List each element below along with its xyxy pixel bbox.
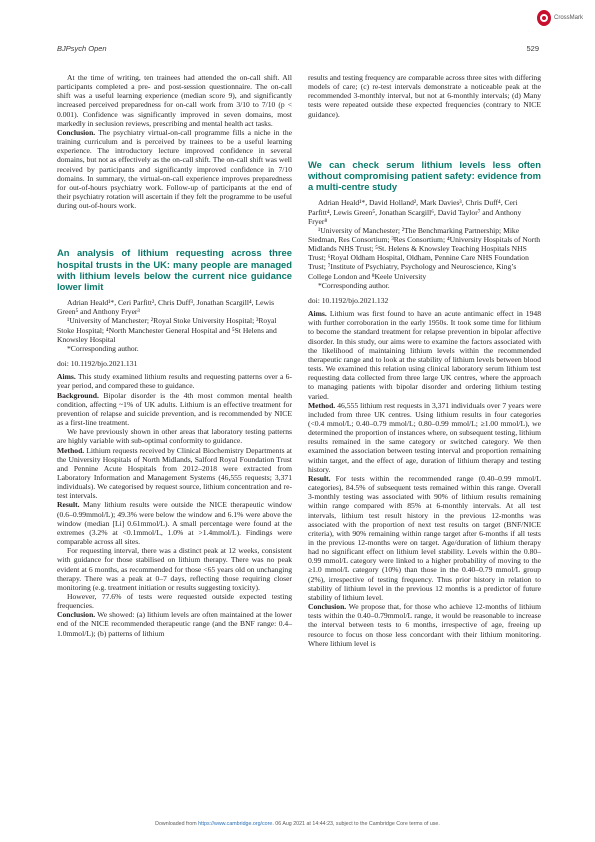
left-column <box>57 73 292 638</box>
download-footer <box>0 821 595 827</box>
background-paragraph-2: We have previously shown in other areas that laboratory testing patterns are highly variable with sub-optimal conformity to guidance. <box>57 427 292 446</box>
continuation-paragraph: results and testing frequency are comparable across three sites with differing models of care; (c) re-test intervals demonstrate a noticeable peak at the recommended 3-monthly interval, but not at 6-monthly intervals; (d) Many tests were repeated outside these expected frequencies (contrary to NICE guidance). <box>308 73 541 119</box>
journal-running-head: BJPsych Open <box>57 44 107 53</box>
crossmark-icon <box>537 10 551 26</box>
section-text: For tests within the recommended range (0.40–0.99 mmol/L categories), 84.5% of subsequent tests remained within this range. Overall 3-monthly testing was associated with 90% of lithium results remaining within range compared with 85% at 6-monthly intervals. At all test intervals, lithium test result history in the previous 12-months was associated with the proportion of next test results on target (BNF/NICE criteria), with 90% remaining within range target after 6-months if all tests in the previous 12-months were on target. Age/duration of lithium therapy had no significant effect on lithium level stability. Levels within the 0.80–0.99 mmol/L category were linked to a higher probability of moving to the ≥1.0 mmol/L category (10%) than those in the 0.40–0.79 mmol/L group (2%), irrespective of testing frequency. Thus prior history in relation to stability of lithium level in the previous 12 months is a predictor of future stability of lithium level. <box>308 473 541 602</box>
result-paragraph-3: However, 77.6% of tests were requested outside expected testing frequencies. <box>57 592 292 611</box>
background-paragraph <box>57 391 292 428</box>
corresponding-author: *Corresponding author. <box>318 280 390 290</box>
footer-prefix: Downloaded from <box>155 821 199 827</box>
conclusion-paragraph <box>308 602 541 648</box>
section-label: Method. <box>57 445 85 455</box>
section-text: The psychiatry virtual-on-call programme fills a niche in the training curriculum and is perceived by trainees to be a useful learning experience. The introductory lecture improved confidence in several domains, but not as effectively as the on-call shift. The on-call shift was well received by participants and significantly improved confidence in 7/10 domains. In summary, the virtual-on-call experience improves preparedness for out-of-hours psychiatry work. Follow-up of participants at the end of their psychiatry rotation will ascertain if they felt the programme to be useful during out-of-hours work. <box>57 127 292 211</box>
right-column <box>308 73 541 648</box>
section-text: We propose that, for those who achieve 12-months of lithium tests within the 0.40–0.79mmol/L range, it would be reasonable to increase the interval between tests to 6 months, irrespective of age, freeing up resource to focus on those less concordant with their lithium monitoring. Where lithium level is <box>308 602 541 648</box>
section-text: Lithium requests received by Clinical Biochemistry Departments at the University Hospitals of North Midlands, Salford Royal Foundation Trust and Pennine Acute Hospitals from 2012–2018 were extracted from Laboratory Information and Management Systems (46,555 requests; 3,371 individuals). We categorised by request source, lithium concentration and re-test intervals. <box>57 445 292 501</box>
article-doi[interactable]: doi: 10.1192/bjo.2021.131 <box>57 359 138 369</box>
section-label: Aims. <box>57 372 76 382</box>
article-authors: Adrian Heald¹*, Ceri Parfitt², Chris Duff³, Jonathan Scargill⁴, Lewis Green⁵ and Anthony Fryer³ <box>57 298 275 317</box>
footer-suffix: . 06 Aug 2021 at 14:44:23, subject to the Cambridge Core terms of use. <box>272 821 440 827</box>
article-title: An analysis of lithium requesting across three hospital trusts in the UK: many people are managed with lithium levels below the current nice guidance lower limit <box>57 247 292 292</box>
page-number: 529 <box>526 44 539 53</box>
result-paragraph-2: For requesting interval, there was a distinct peak at 12 weeks, consistent with guidance for those stabilised on lithium therapy. There was no peak evident at 6 months, as recommended for those <65 years old on unchanging therapy. There was a peak at 0–7 days, reflecting those requiring closer monitoring (e.g. treatment initiation or results suggesting toxicity). <box>57 546 292 592</box>
aims-paragraph <box>308 309 541 401</box>
footer-link[interactable]: https://www.cambridge.org/core <box>198 821 273 827</box>
section-label: Aims. <box>308 309 327 319</box>
article-title: We can check serum lithium levels less often without compromising patient safety: evidence from a multi-centre study <box>308 158 541 193</box>
method-paragraph <box>308 401 541 474</box>
section-label: Result. <box>308 473 331 483</box>
section-text: 46,555 lithium rest requests in 3,371 individuals over 7 years were included from three UK centres. Using lithium results in four categories (<0.4 mmol/L; 0.40–0.79 mmol/L; 0.80–0.99 mmol/L; ≥1.00 mmol/L), we determined the proportion of instances where, on subsequent testing, lithium results remained in the same category or switched category. We then examined the association between testing interval and proportion remaining within target, and the effect of age, duration of lithium therapy and testing history. <box>308 400 541 474</box>
conclusion-paragraph <box>57 610 292 637</box>
result-paragraph <box>57 500 292 546</box>
method-paragraph <box>57 446 292 501</box>
aims-paragraph <box>57 372 292 390</box>
article-affiliations: ¹University of Manchester; ²Royal Stoke University Hospital; ³Royal Stoke Hospital; ⁴North Manchester General Hospital and ⁵St Helens and Knowsley Hospital <box>57 316 277 344</box>
corresponding-author: *Corresponding author. <box>67 343 139 353</box>
section-label: Background. <box>57 390 99 400</box>
section-label: Conclusion. <box>57 610 96 620</box>
crossmark-label: CrossMark <box>553 15 583 21</box>
intro-paragraph: At the time of writing, ten trainees had attended the on-call shift. All participants completed a pre- and post-session questionnaire. The on-call shift was a useful learning experience (median score 9), and significantly increased perceived preparedness for on-call work from 3/10 to 7/10 (p < 0.001). Confidence was significantly improved in seven domains, most markedly in seclusion reviews, prescribing and mental health act tasks. <box>57 73 292 128</box>
section-text: Bipolar disorder is the 4th most common mental health condition, affecting ~1% of UK adults. Lithium is an effective treatment for prevention of relapse and suicide prevention, and is recommended by NICE as a first-line treatment. <box>57 390 292 428</box>
section-text: Many lithium results were outside the NICE therapeutic window (0.6–0.99mmol/L); 49.3% were below the window and 6.1% were above the window (median [Li] 0.61mmol/L). A small percentage were found at the extremes (3.2% at <0.1mmol/L, 1.0% at >1.4mmol/L). Findings were comparable across all sites. <box>57 500 292 547</box>
crossmark-logo[interactable] <box>537 7 583 29</box>
article-affiliations: ¹University of Manchester; ²The Benchmarking Partnership; Mike Stedman, Res Consortium; ³Res Consortium; ⁴University Hospitals of North Midlands NHS Trust; ⁵St. Helens & Knowsley Teaching Hospitals NHS Trust; ⁶Royal Oldham Hospital, Oldham, Pennine Care NHS Foundation Trust; ⁷Institute of Psychiatry, Psychology and Neuroscience, King’s College London and ⁸Keele University <box>308 225 541 281</box>
conclusion-paragraph <box>57 128 292 210</box>
section-text: Lithium was first found to have an acute antimanic effect in 1948 with further corroboration in the early 1950s. It took some time for lithium to become the standard treatment for relapse prevention in bipolar affective disorder. In this study, our aims were to examine the factors associated with the likelihood of maintaining lithium levels within the recommended therapeutic range and to look at the stability of lithium levels between blood tests. We examined this relation using clinical laboratory serum lithium test requesting data collected from three large UK centres, where the approach to managing patients with bipolar disorder and ordering lithium testing varied. <box>308 309 541 401</box>
section-text: We showed: (a) lithium levels are often maintained at the lower end of the NICE recommended therapeutic range (and the BNF range: 0.4–1.0mmol/L); (b) patterns of lithium <box>57 610 292 638</box>
result-paragraph <box>308 474 541 602</box>
article-authors: Adrian Heald¹*, David Holland², Mark Davies³, Chris Duff⁴, Ceri Parfitt⁴, Lewis Green⁵, Jonathan Scargill⁶, David Taylor⁷ and Anthony Fryer⁸ <box>308 198 522 226</box>
section-text: This study examined lithium results and requesting patterns over a 6-year period, and compared these to guidance. <box>57 372 292 391</box>
section-label: Result. <box>57 500 80 510</box>
section-label: Conclusion. <box>57 127 96 137</box>
article-doi[interactable]: doi: 10.1192/bjo.2021.132 <box>308 295 389 305</box>
section-label: Conclusion. <box>308 602 347 612</box>
section-label: Method. <box>308 400 336 410</box>
